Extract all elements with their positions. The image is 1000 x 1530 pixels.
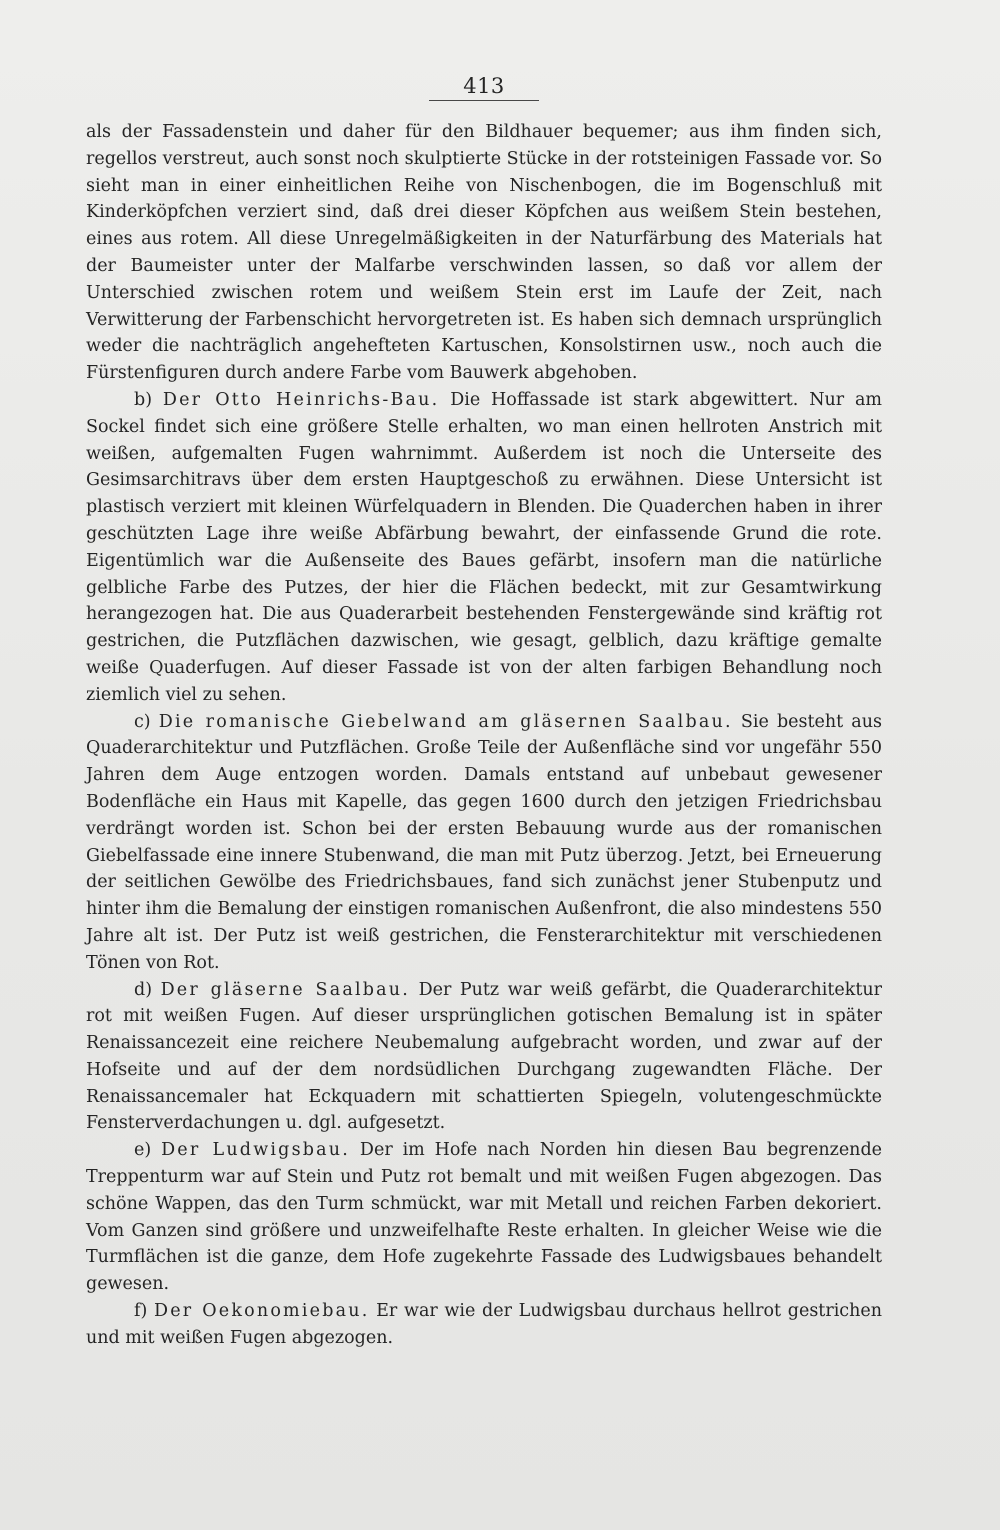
section-heading: Der gläserne Saalbau. bbox=[160, 979, 411, 1000]
section-heading: Die romanische Giebelwand am gläsernen Saalbau. bbox=[158, 711, 733, 732]
section-b bbox=[86, 387, 882, 709]
page-number-wrap bbox=[86, 76, 882, 101]
section-label: b) bbox=[134, 389, 163, 410]
section-text: Er war wie der Ludwigsbau durchaus hellrot gestrichen und mit weißen Fugen abgezogen. bbox=[86, 1301, 882, 1348]
paragraph-intro: als der Fassadenstein und daher für den Bildhauer bequemer; aus ihm finden sich, regellos verstreut, auch sonst noch skulptierte Stücke in der rotsteinigen Fassade vor. So sieht man in einer einheitlichen Reihe von Nischenbogen, die im Bogenschluß mit Kinderköpfchen verziert sind, daß drei dieser Köpfchen aus weißem Stein bestehen, eines aus rotem. All diese Unregelmäßigkeiten in der Naturfärbung des Materials hat der Baumeister unter der Malfarbe verschwinden lassen, so daß vor allem der Unterschied zwischen rotem und weißem Stein erst im Laufe der Zeit, nach Verwitterung der Farbenschicht hervorgetreten ist. Es haben sich demnach ursprünglich weder die nachträglich angehefteten Kartuschen, Konsolstirnen usw., noch auch die Fürstenfiguren durch andere Farbe vom Bauwerk abgehoben. bbox=[86, 122, 882, 384]
section-label: e) bbox=[134, 1140, 162, 1161]
page-number: 413 bbox=[429, 76, 539, 101]
section-label: c) bbox=[134, 711, 159, 732]
section-text: Die Hoffassade ist stark abgewittert. Nur am Sockel findet sich eine größere Stelle erhalten, wo man einen hellroten Anstrich mit weißen, aufgemalten Fugen wahrnimmt. Außerdem ist noch die Unterseite des Gesimsarchitravs über dem ersten Hauptgeschoß zu erwähnen. Diese Untersicht ist plastisch verziert mit kleinen Würfelquadern in Blenden. Die Quaderchen haben in ihrer geschützten Lage ihre weiße Abfärbung bewahrt, der einfassende Grund die rote. Eigentümlich war die Außenseite des Baues gefärbt, insofern man die natürliche gelbliche Farbe des Putzes, der hier die Flächen bedeckt, mit zur Gesamtwirkung herangezogen hat. Die aus Quaderarbeit bestehenden Fenstergewände sind kräftig rot gestrichen, die Putzflächen dazwischen, wie gesagt, gelblich, dazu kräftige gemalte weiße Quaderfugen. Auf dieser Fassade ist von der alten farbigen Behandlung noch ziemlich viel zu sehen. bbox=[86, 389, 883, 705]
section-heading: Der Otto Heinrichs-Bau. bbox=[162, 389, 440, 410]
section-text: Der im Hofe nach Norden hin diesen Bau begrenzende Treppenturm war auf Stein und Putz rot bemalt und mit weißen Fugen abgezogen. Das schöne Wappen, das den Turm schmückt, war mit Metall und reichen Farben dekoriert. Vom Ganzen sind größere und unzweifelhafte Reste erhalten. In gleicher Weise wie die Turmflächen ist die ganze, dem Hofe zugekehrte Fassade des Ludwigsbaues behandelt gewesen. bbox=[86, 1140, 883, 1295]
page-body bbox=[86, 119, 882, 1352]
section-e bbox=[86, 1137, 882, 1298]
section-label: f) bbox=[134, 1301, 154, 1322]
section-heading: Der Ludwigsbau. bbox=[161, 1140, 351, 1161]
section-c bbox=[86, 709, 882, 977]
section-f bbox=[86, 1298, 882, 1352]
section-heading: Der Oekonomiebau. bbox=[153, 1301, 370, 1322]
section-text: Der Putz war weiß gefärbt, die Quaderarchitektur rot mit weißen Fugen. Auf dieser ursprünglichen gotischen Bemalung ist in später Renaissancezeit eine reichere Neubemalung aufgebracht worden, und zwar auf der Hofseite und auf der dem nordsüdlichen Durchgang zugewandten Fläche. Der Renaissancemaler hat Eckquadern mit schattierten Spiegeln, volutengeschmückte Fensterverdachungen u. dgl. aufgesetzt. bbox=[86, 979, 883, 1134]
section-text: Sie besteht aus Quaderarchitektur und Putzflächen. Große Teile der Außenfläche sind vor ungefähr 550 Jahren dem Auge entzogen worden. Damals entstand auf unbebaut gewesener Bodenfläche ein Haus mit Kapelle, das gegen 1600 durch den jetzigen Friedrichsbau verdrängt worden ist. Schon bei der ersten Bebauung wurde aus der romanischen Giebelfassade eine innere Stubenwand, die man mit Putz überzog. Jetzt, bei Erneuerung der seitlichen Gewölbe des Friedrichsbaues, fand sich zunächst jener Stubenputz und hinter ihm die Bemalung der einstigen romanischen Außenfront, die also mindestens 550 Jahre alt ist. Der Putz ist weiß gestrichen, die Fensterarchitektur mit verschiedenen Tönen von Rot. bbox=[86, 711, 882, 973]
section-label: d) bbox=[134, 979, 161, 1000]
section-d bbox=[86, 977, 882, 1138]
